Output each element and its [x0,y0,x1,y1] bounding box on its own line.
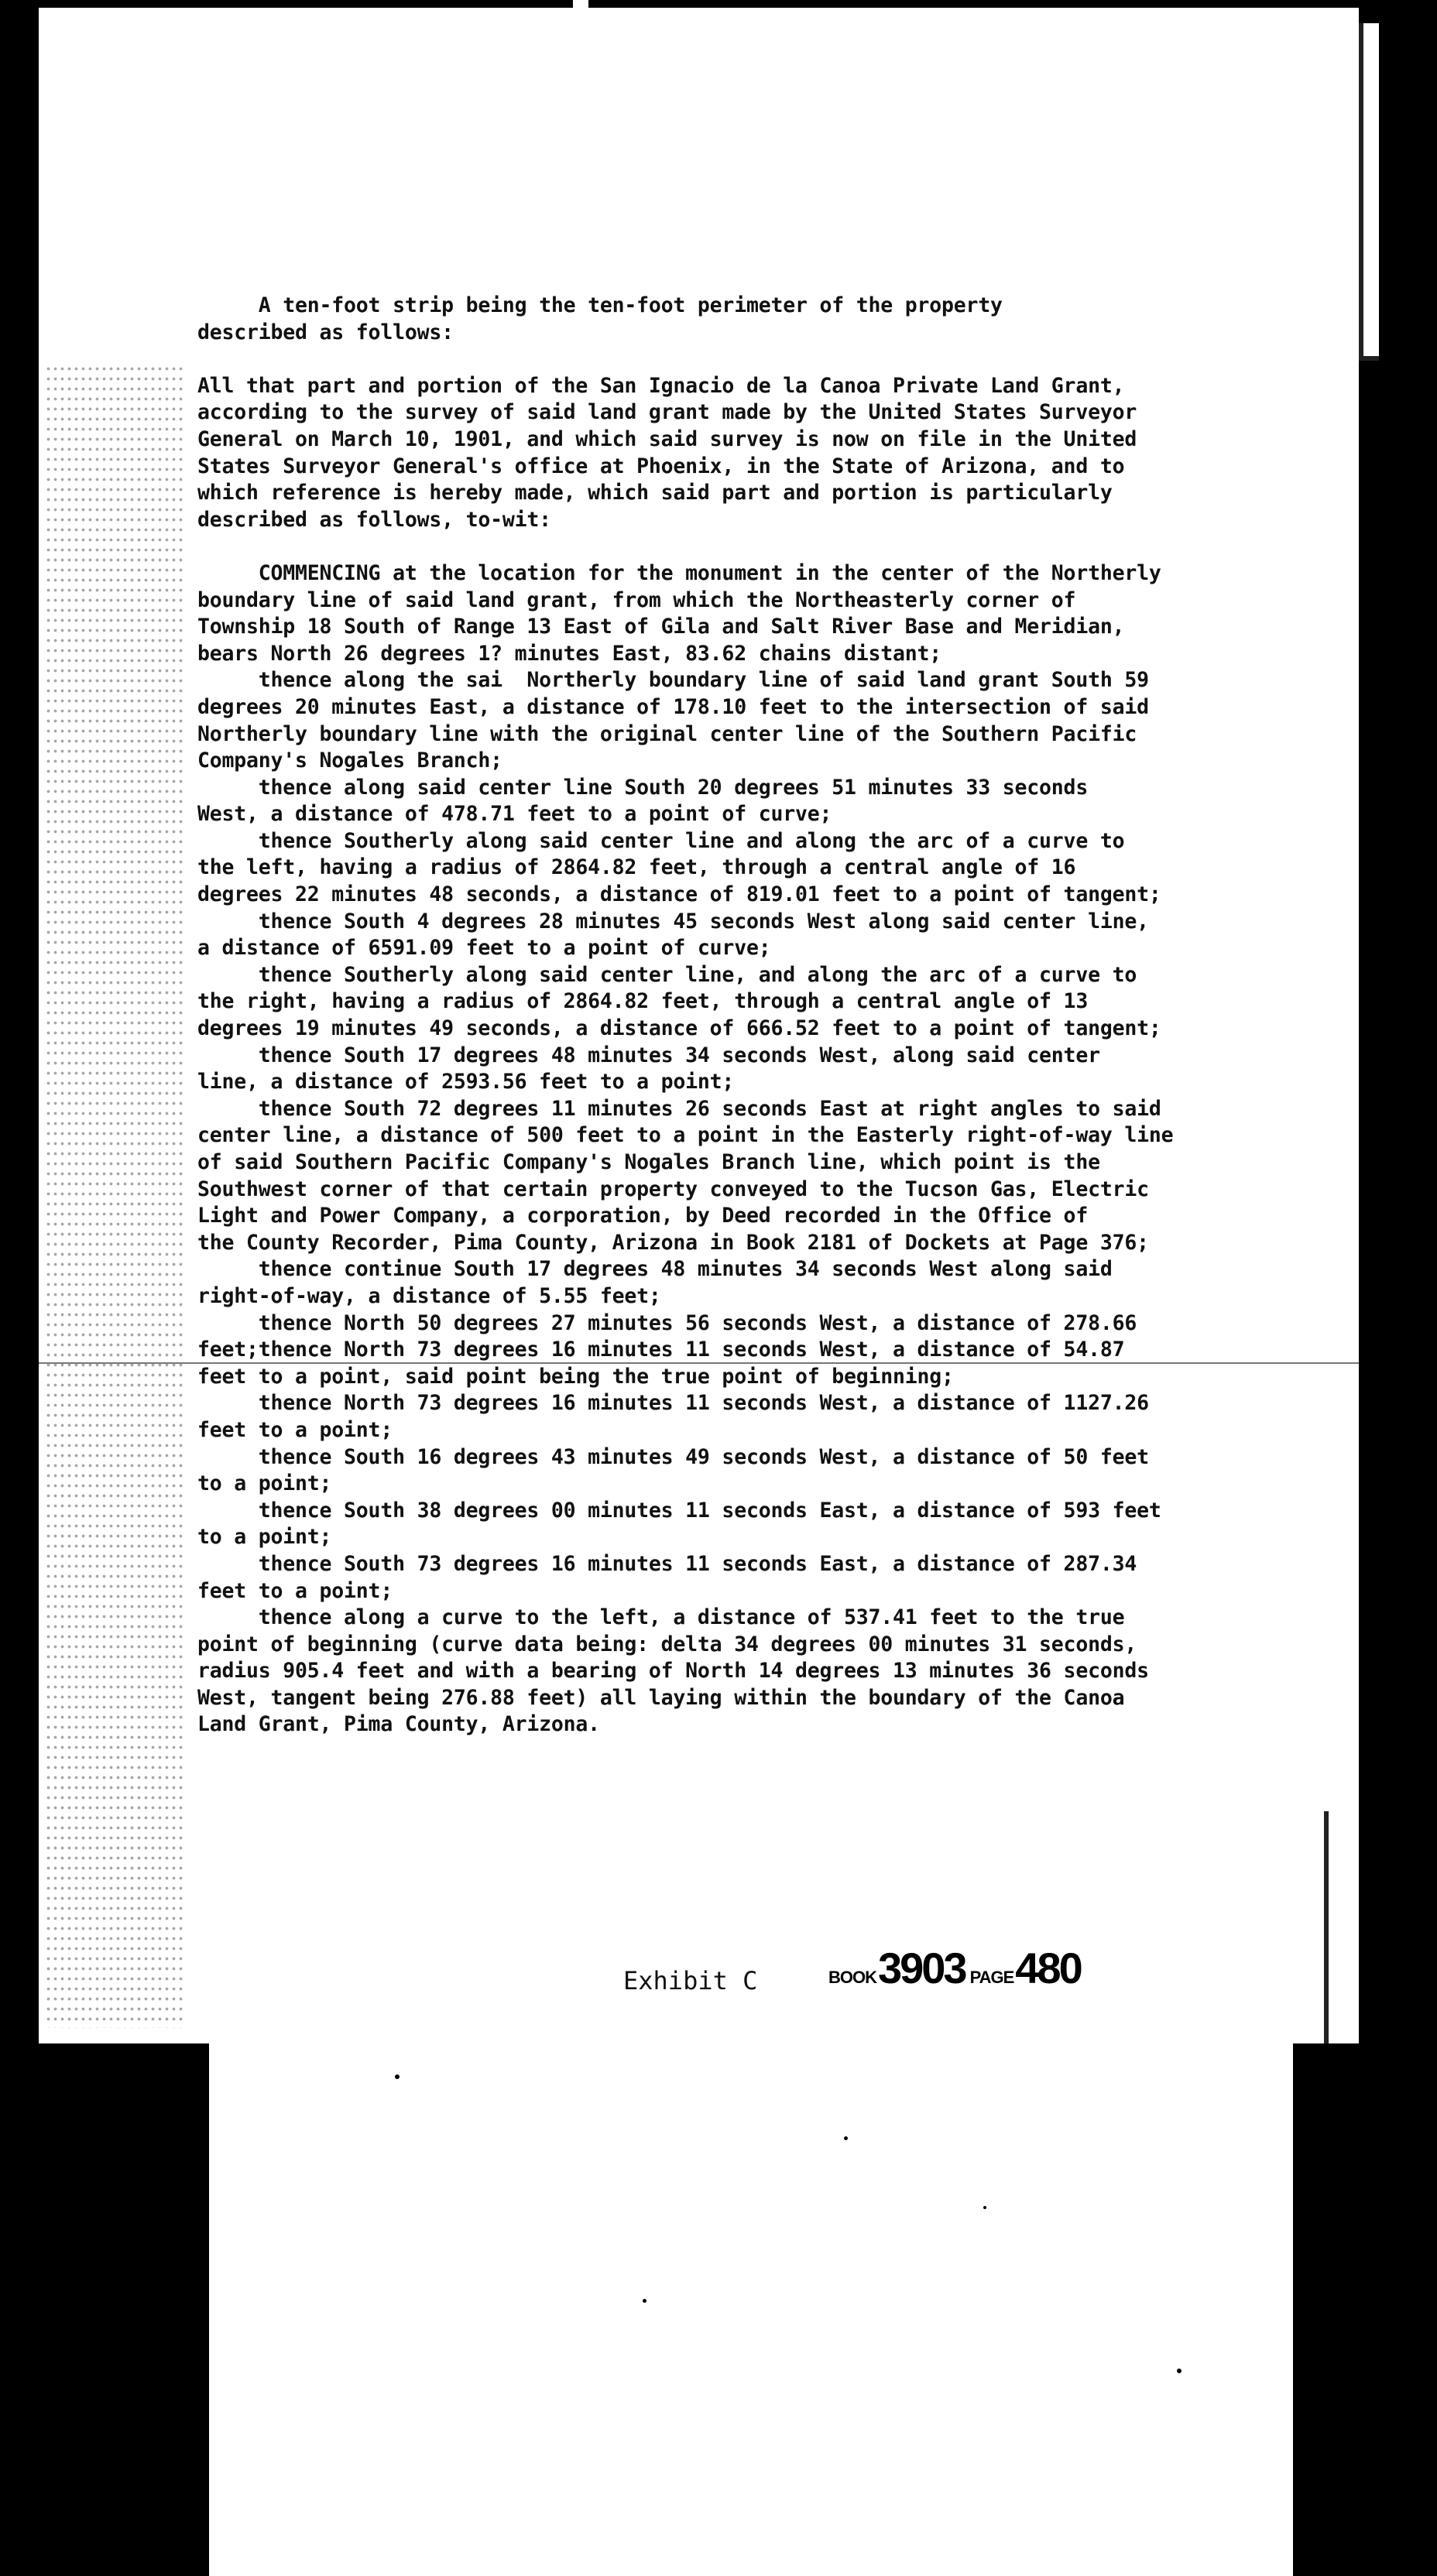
text-line: thence along the sai Northerly boundary line of said land grant South 59 [197,668,1149,693]
book-page-stamp [828,1943,1085,1993]
text-line: of said Southern Pacific Company's Nogales Branch line, which point is the [197,1150,1100,1174]
text-line: Northerly boundary line with the original center line of the Southern Pacific [197,721,1137,746]
text-line: thence along a curve to the left, a distance of 537.41 feet to the true [197,1605,1125,1630]
book-label: BOOK [828,1968,876,1987]
text-line: Light and Power Company, a corporation, by Deed recorded in the Office of [197,1204,1089,1228]
text-line: a distance of 6591.09 feet to a point of curve; [197,936,771,961]
text-line: All that part and portion of the San Ignacio de la Canoa Private Land Grant, [197,373,1125,398]
top-edge-mark [573,0,588,9]
text-line: to a point; [197,1471,332,1496]
text-line: feet;thence North 73 degrees 16 minutes 11 seconds West, a distance of 54.87 [197,1338,1125,1362]
text-line: according to the survey of said land grant made by the United States Surveyor [197,400,1137,425]
text-line: thence South 72 degrees 11 minutes 26 seconds East at right angles to said [197,1096,1161,1121]
text-line: thence South 38 degrees 00 minutes 11 seconds East, a distance of 593 feet [197,1498,1161,1523]
text-line: line, a distance of 2593.56 feet to a point; [197,1070,735,1094]
text-line: States Surveyor General's office at Phoenix, in the State of Arizona, and to [197,454,1125,478]
text-line: to a point; [197,1525,332,1550]
text-line: Land Grant, Pima County, Arizona. [197,1712,600,1737]
text-line: COMMENCING at the location for the monument in the center of the Northerly [197,560,1161,585]
binding-bracket-bottom [1324,1811,1352,2043]
text-line: thence Southerly along said center line and along the arc of a curve to [197,828,1125,853]
page-label: PAGE [969,1968,1014,1987]
text-line: degrees 19 minutes 49 seconds, a distance of 666.52 feet to a point of tangent; [197,1016,1161,1041]
text-line [197,533,1281,560]
document-page-overhang [209,2043,1293,2576]
text-line: the County Recorder, Pima County, Arizona in Book 2181 of Dockets at Page 376; [197,1230,1149,1255]
text-line: degrees 20 minutes East, a distance of 178.10 feet to the intersection of said [197,694,1149,719]
legal-description [197,293,1281,1738]
text-line: A ten-foot strip being the ten-foot perimeter of the property [197,293,1003,317]
text-line: the right, having a radius of 2864.82 feet, through a central angle of 13 [197,989,1089,1014]
text-line: feet to a point; [197,1578,393,1603]
text-line: degrees 22 minutes 48 seconds, a distance of 819.01 feet to a point of tangent; [197,882,1161,907]
text-line: West, tangent being 276.88 feet) all laying within the boundary of the Canoa [197,1685,1125,1710]
binding-bracket-top [1359,23,1379,361]
text-line: General on March 10, 1901, and which said survey is now on file in the United [197,426,1137,451]
text-line: thence North 50 degrees 27 minutes 56 seconds West, a distance of 278.66 [197,1310,1137,1335]
text-line: which reference is hereby made, which said part and portion is particularly [197,481,1113,505]
text-line [197,346,1281,373]
text-line: thence Southerly along said center line, and along the arc of a curve to [197,962,1137,987]
scan-noise-left [45,364,184,2028]
text-line: Southwest corner of that certain property conveyed to the Tucson Gas, Electric [197,1177,1149,1201]
text-line: radius 905.4 feet and with a bearing of North 14 degrees 13 minutes 36 seconds [197,1659,1149,1684]
text-line: thence along said center line South 20 degrees 51 minutes 33 seconds [197,775,1089,800]
exhibit-label: Exhibit C [623,1966,758,1995]
text-line: point of beginning (curve data being: delta 34 degrees 00 minutes 31 seconds, [197,1632,1137,1656]
text-line: thence North 73 degrees 16 minutes 11 seconds West, a distance of 1127.26 [197,1391,1149,1416]
text-line: the left, having a radius of 2864.82 feet, through a central angle of 16 [197,855,1076,880]
text-line: thence South 16 degrees 43 minutes 49 seconds West, a distance of 50 feet [197,1444,1149,1469]
text-line: thence continue South 17 degrees 48 minutes 34 seconds West along said [197,1257,1113,1282]
text-line: described as follows, to-wit: [197,507,551,532]
text-line: thence South 17 degrees 48 minutes 34 seconds West, along said center [197,1043,1100,1067]
text-line: boundary line of said land grant, from which the Northeasterly corner of [197,587,1076,612]
text-line: thence South 4 degrees 28 minutes 45 seconds West along said center line, [197,909,1149,933]
text-line: Company's Nogales Branch; [197,748,502,773]
book-number: 3903 [878,1944,965,1992]
text-line: Township 18 South of Range 13 East of Gila and Salt River Base and Meridian, [197,615,1125,639]
text-line: bears North 26 degrees 1? minutes East, 83.62 chains distant; [197,641,942,666]
text-line: feet to a point, said point being the true point of beginning; [197,1364,954,1389]
text-line: West, a distance of 478.71 feet to a point of curve; [197,802,832,827]
text-line: described as follows: [197,320,454,344]
text-line: center line, a distance of 500 feet to a point in the Easterly right-of-way line [197,1123,1174,1148]
page-number: 480 [1015,1944,1081,1992]
text-line: thence South 73 degrees 16 minutes 11 seconds East, a distance of 287.34 [197,1551,1137,1576]
text-line: feet to a point; [197,1417,393,1442]
text-line: right-of-way, a distance of 5.55 feet; [197,1283,661,1308]
